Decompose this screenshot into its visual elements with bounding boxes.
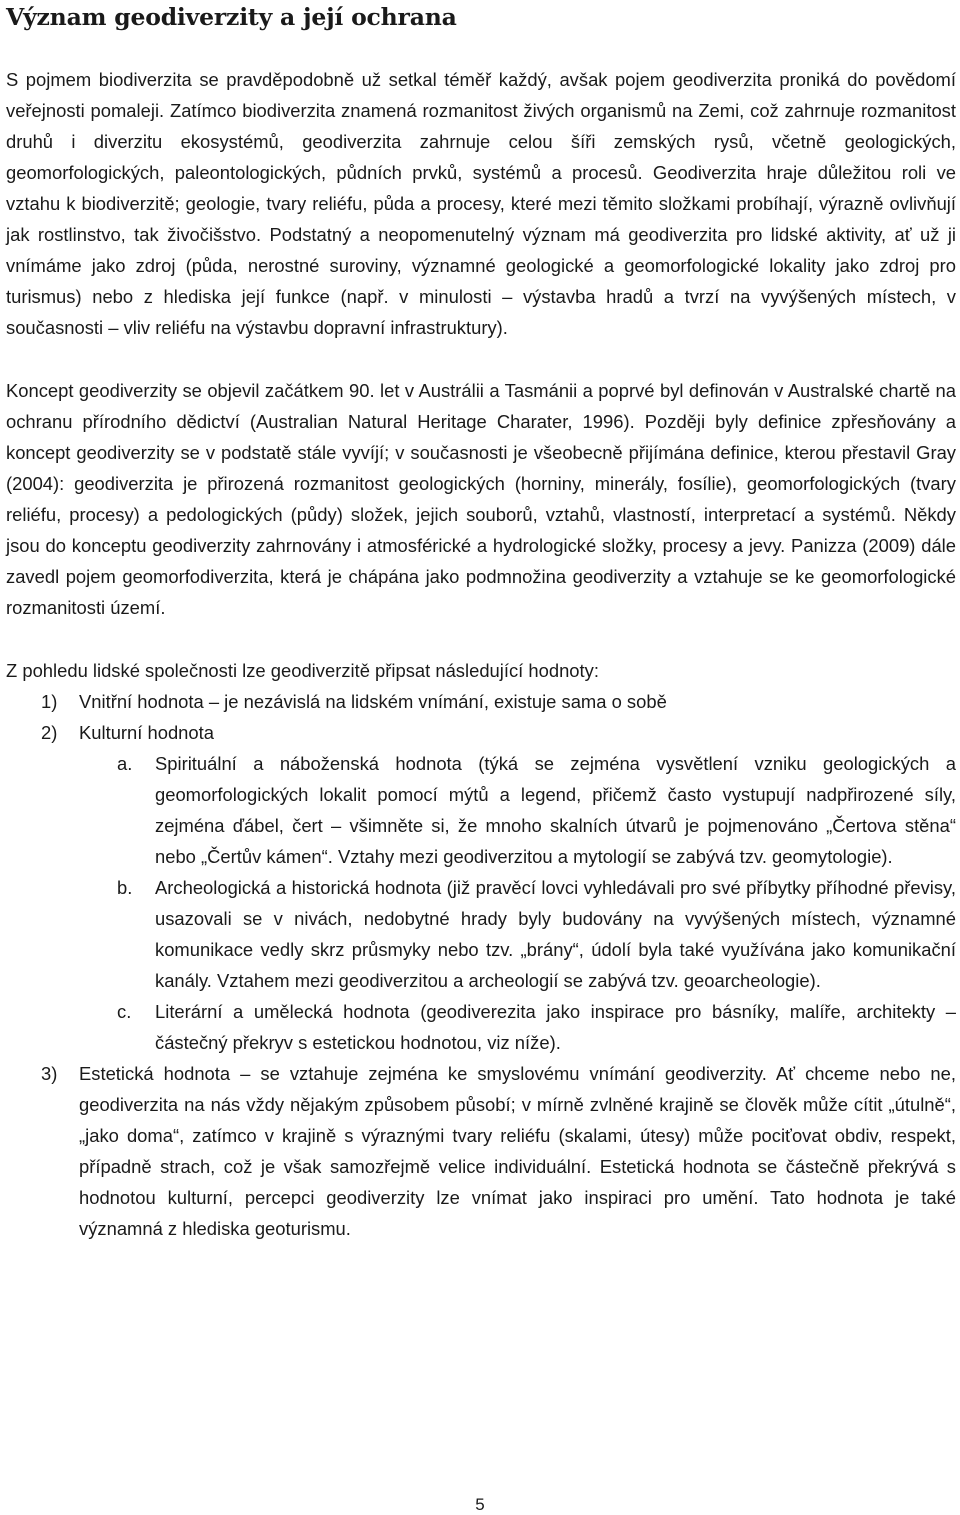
list-marker: 2) <box>41 722 58 743</box>
values-intro-paragraph: Z pohledu lidské společnosti lze geodiverzitě připsat následující hodnoty: <box>6 660 599 681</box>
list-item-text: Vnitřní hodnota – je nezávislá na lidském vnímání, existuje sama o sobě <box>79 691 667 712</box>
list-item-text: Kulturní hodnota <box>79 722 214 743</box>
sub-list-marker: c. <box>117 1001 132 1022</box>
document-page <box>6 0 956 1244</box>
list-item-text: Estetická hodnota – se vztahuje zejména ke smyslovému vnímání geodiverzity. Ať chceme nebo ne, geodiverzita na nás vždy nějakým způsobem působí; v mírně zvlněné krajině se člověk může cítit „útulně“, „jako doma“, zatímco v krajině s výraznými tvary reliéfu (skalami, útesy) může pociťovat obdiv, respekt, případně strach, což je však samozřejmě velice individuální. Estetická hodnota se částečně překrývá s hodnotou kulturní, percepci geodiverzity lze vnímat jako inspiraci pro umění. Tato hodnota je také významná z hlediska geoturismu. <box>79 1063 956 1239</box>
sub-list-item <box>6 872 956 996</box>
list-marker: 1) <box>41 691 58 712</box>
list-item <box>6 717 956 748</box>
list-item <box>6 1058 956 1244</box>
page-title: Význam geodiverzity a její ochrana <box>6 3 457 31</box>
list-marker: 3) <box>41 1063 58 1084</box>
page-number: 5 <box>475 1495 485 1514</box>
sub-list-marker: a. <box>117 753 133 774</box>
sub-list-marker: b. <box>117 877 133 898</box>
sub-list-item-text: Literární a umělecká hodnota (geodiverezita jako inspirace pro básníky, malíře, architekty – částečný překryv s estetickou hodnotou, viz níže). <box>155 1001 956 1053</box>
list-item <box>6 686 956 717</box>
sub-list-item <box>6 748 956 872</box>
sub-list-item <box>6 996 956 1058</box>
values-list <box>6 686 956 1244</box>
concept-paragraph: Koncept geodiverzity se objevil začátkem 90. let v Austrálii a Tasmánii a poprvé byl definován v Australské chartě na ochranu přírodního dědictví (Australian Natural Heritage Charater, 1996). Později byly definice zpřesňovány a koncept geodiverzity se v podstatě stále vyvíjí; v současnosti je všeobecně přijímána definice, kterou přestavil Gray (2004): geodiverzita je přirozená rozmanitost geologických (horniny, minerály, fosílie), geomorfologických (tvary reliéfu, procesy) a pedologických (půdy) složek, jejich souborů, vztahů, vlastností, interpretací a systémů. Někdy jsou do konceptu geodiverzity zahrnovány i atmosférické a hydrologické složky, procesy a jevy. Panizza (2009) dále zavedl pojem geomorfodiverzita, která je chápána jako podmnožina geodiverzity a vztahuje se ke geomorfologické rozmanitosti území. <box>6 380 956 618</box>
intro-paragraph: S pojmem biodiverzita se pravděpodobně už setkal téměř každý, avšak pojem geodiverzita proniká do povědomí veřejnosti pomaleji. Zatímco biodiverzita znamená rozmanitost živých organismů na Zemi, což zahrnuje rozmanitost druhů i diverzitu ekosystémů, geodiverzita zahrnuje celou šíři zemských rysů, včetně geologických, geomorfologických, paleontologických, půdních prvků, systémů a procesů. Geodiverzita hraje důležitou roli ve vztahu k biodiverzitě; geologie, tvary reliéfu, půda a procesy, které mezi těmito složkami probíhají, výrazně ovlivňují jak rostlinstvo, tak živočišstvo. Podstatný a neopomenutelný význam má geodiverzita pro lidské aktivity, ať už ji vnímáme jako zdroj (půda, nerostné suroviny, významné geologické a geomorfologické lokality jako zdroj pro turismus) nebo z hlediska její funkce (např. v minulosti – výstavba hradů a tvrzí na vyvýšených místech, v současnosti – vliv reliéfu na výstavbu dopravní infrastruktury). <box>6 69 956 338</box>
sub-list-item-text: Spirituální a náboženská hodnota (týká se zejména vysvětlení vzniku geologických a geomorfologických lokalit pomocí mýtů a legend, přičemž často vystupují nadpřirozené síly, zejména ďábel, čert – všimněte si, že mnoho skalních útvarů je pojmenováno „Čertova stěna“ nebo „Čertův kámen“. Vztahy mezi geodiverzitou a mytologií se zabývá tzv. geomytologie). <box>155 753 956 867</box>
sub-list-item-text: Archeologická a historická hodnota (již pravěcí lovci vyhledávali pro své příbytky příhodné převisy, usazovali se v nivách, nedobytné hrady byly budovány na vyvýšených místech, významné komunikace vedly skrz průsmyky nebo tzv. „brány“, údolí byla také využívána jako komunikační kanály. Vztahem mezi geodiverzitou a archeologií se zabývá tzv. geoarcheologie). <box>155 877 956 991</box>
